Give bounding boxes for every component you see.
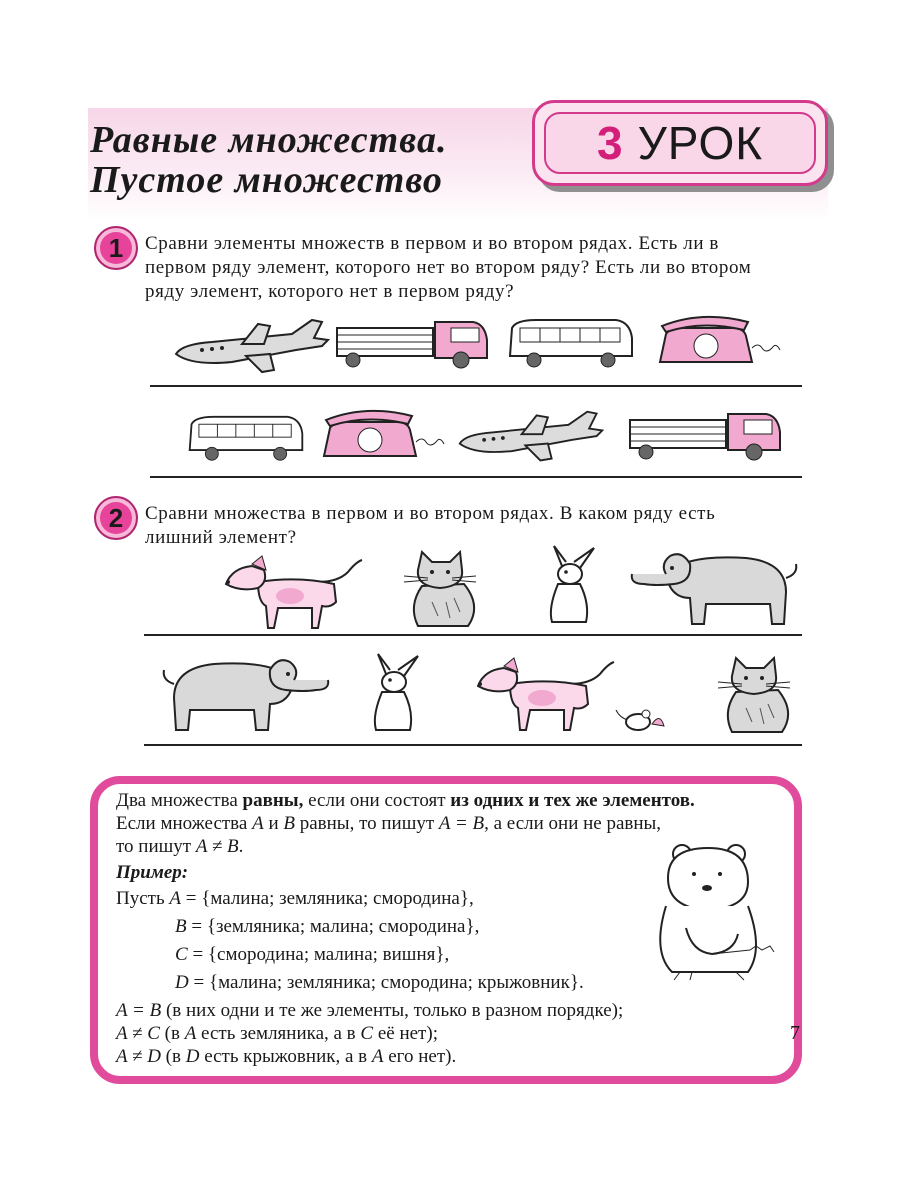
- truck-icon: [626, 408, 786, 464]
- bus-icon: [186, 410, 306, 468]
- task1-row-bottom-rule: [150, 476, 802, 478]
- task-number-2: 2: [94, 496, 138, 540]
- lesson-badge: [532, 100, 828, 186]
- task2-text-line2: лишний элемент?: [145, 527, 297, 548]
- task2-row-divider: [144, 634, 802, 636]
- dog-icon: [470, 654, 620, 734]
- theory-definition-line3: то пишут A ≠ B.: [116, 836, 244, 857]
- truck-icon: [333, 316, 493, 372]
- cat-icon: [712, 652, 802, 738]
- bus-icon: [506, 316, 636, 372]
- conclusion-line1: A = B (в них одни и те же элементы, только в разном порядке);: [116, 1000, 624, 1021]
- dog-icon: [218, 552, 368, 632]
- rabbit-icon: [536, 544, 606, 630]
- task1-text-line3: ряду элемент, которого нет в первом ряду?: [145, 281, 515, 302]
- lesson-word: УРОК: [637, 117, 764, 169]
- lesson-number: 3: [596, 117, 624, 169]
- cat-icon: [398, 546, 488, 632]
- airplane-icon: [172, 316, 332, 378]
- example-set-b: B = {земляника; малина; смородина},: [175, 916, 480, 937]
- theory-definition-line1: Два множества равны, если они состоят из одних и тех же элементов.: [116, 790, 695, 811]
- conclusion-line3: A ≠ D (в D есть крыжовник, а в A его нет).: [116, 1046, 457, 1067]
- telephone-icon: [316, 406, 446, 466]
- task1-text-line2: первом ряду элемент, которого нет во втором ряду? Есть ли во втором: [145, 257, 752, 278]
- task1-row-divider: [150, 385, 802, 387]
- task1-text-line1: Сравни элементы множеств в первом и во втором рядах. Есть ли в: [145, 233, 720, 254]
- elephant-icon: [158, 650, 334, 736]
- example-set-a: Пусть A = {малина; земляника; смородина},: [116, 888, 474, 909]
- page-title-line2: Пустое множество: [90, 159, 443, 201]
- task2-text-line1: Сравни множества в первом и во втором рядах. В каком ряду есть: [145, 503, 716, 524]
- theory-definition-line2: Если множества A и B равны, то пишут A = B, а если они не равны,: [116, 813, 662, 834]
- page-number: 7: [790, 1022, 800, 1044]
- task2-row-bottom-rule: [144, 744, 802, 746]
- telephone-icon: [652, 312, 782, 372]
- elephant-icon: [626, 544, 802, 630]
- bear-icon: [652, 842, 780, 982]
- example-set-c: C = {смородина; малина; вишня},: [175, 944, 450, 965]
- mouse-icon: [614, 702, 666, 736]
- conclusion-line2: A ≠ C (в A есть земляника, а в C её нет);: [116, 1023, 438, 1044]
- airplane-icon: [456, 406, 606, 468]
- rabbit-icon: [360, 652, 430, 738]
- page-title-line1: Равные множества.: [90, 119, 448, 161]
- example-label: Пример:: [116, 862, 189, 883]
- example-set-d: D = {малина; земляника; смородина; крыжовник}.: [175, 972, 584, 993]
- task-number-1: 1: [94, 226, 138, 270]
